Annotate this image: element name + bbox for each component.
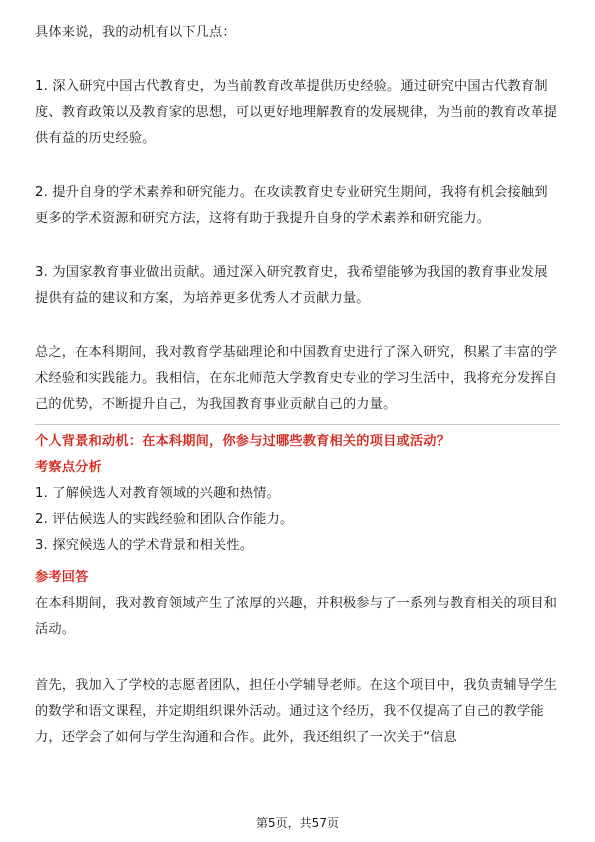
page-footer	[0, 814, 595, 831]
motive-item-2: 2. 提升自身的学术素养和研究能力。在攻读教育史专业研究生期间，我将有机会接触到更多的学术资源和研究方法，这将有助于我提升自身的学术素养和研究能力。	[35, 185, 548, 226]
motive-item-1: 1. 深入研究中国古代教育史，为当前教育改革提供历史经验。通过研究中国古代教育制度、教育政策以及教育家的思想，可以更好地理解教育的发展规律，为当前的教育改革提供有益的历史经验。	[35, 79, 558, 146]
summary-paragraph: 总之，在本科期间，我对教育学基础理论和中国教育史进行了深入研究，积累了丰富的学术经验和实践能力。我相信，在东北师范大学教育史专业的学习生活中，我将充分发挥自己的优势，不断提升自己，为我国教育事业贡献自己的力量。	[35, 345, 558, 412]
answer-heading: 参考回答	[35, 570, 89, 585]
analysis-heading: 考察点分析	[35, 460, 102, 475]
analysis-point-1: 1. 了解候选人对教育领域的兴趣和热情。	[35, 486, 280, 501]
page-content	[35, 20, 560, 751]
answer-paragraph-2: 首先，我加入了学校的志愿者团队，担任小学辅导老师。在这个项目中，我负责辅导学生的数学和语文课程，并定期组织课外活动。通过这个经历，我不仅提高了自己的教学能力，还学会了如何与学生沟通和合作。此外，我还组织了一次关于“信息	[35, 678, 558, 745]
answer-paragraph-1: 在本科期间，我对教育领域产生了浓厚的兴趣，并积极参与了一系列与教育相关的项目和活动。	[35, 596, 558, 637]
analysis-point-2: 2. 评估候选人的实践经验和团队合作能力。	[35, 512, 294, 527]
section-divider	[35, 424, 560, 425]
page-number: 第5页，共57页	[256, 816, 339, 830]
intro-text: 具体来说，我的动机有以下几点：	[35, 25, 236, 40]
motive-item-3: 3. 为国家教育事业做出贡献。通过深入研究教育史，我希望能够为我国的教育事业发展提供有益的建议和方案，为培养更多优秀人才贡献力量。	[35, 265, 548, 306]
question-heading: 个人背景和动机：在本科期间，你参与过哪些教育相关的项目或活动？	[35, 434, 451, 449]
analysis-point-3: 3. 探究候选人的学术背景和相关性。	[35, 538, 254, 553]
